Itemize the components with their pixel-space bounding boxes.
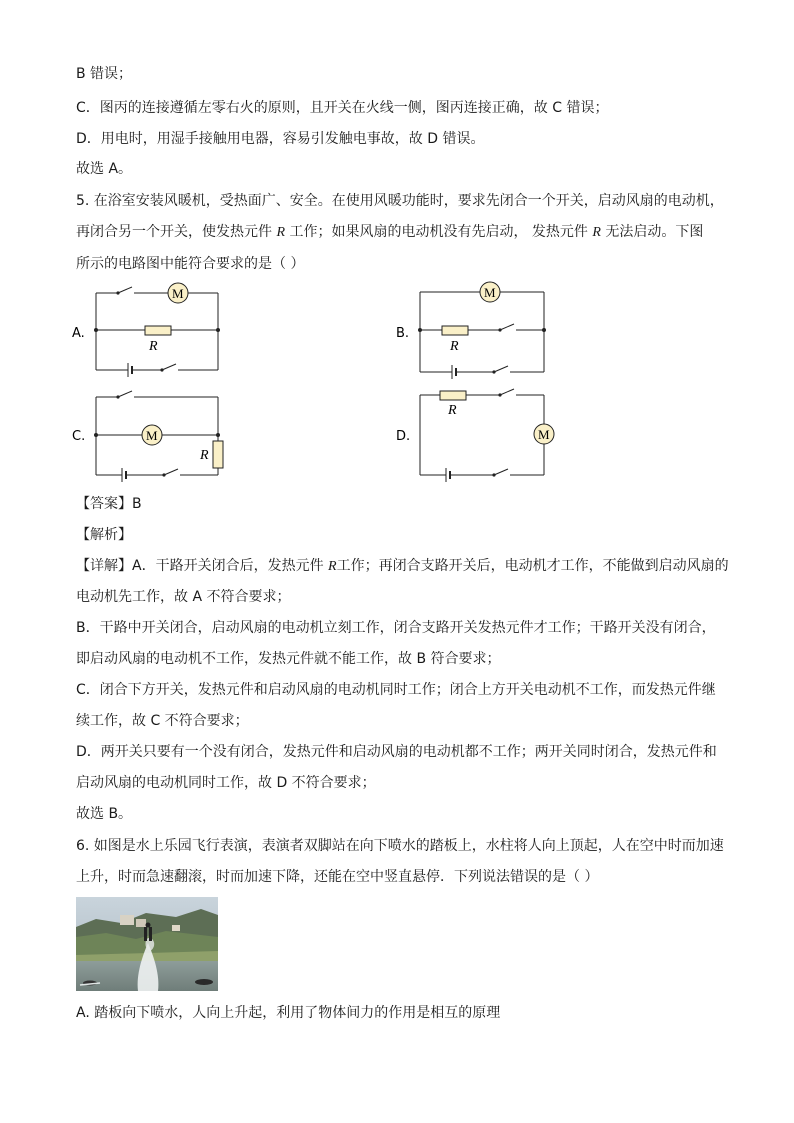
circuit-c — [70, 388, 230, 484]
answer-tag: 【答案】 — [76, 496, 132, 512]
detail-text: A．干路开关闭合后，发热元件 — [132, 558, 329, 574]
q5-detail-line2: 电动机先工作，故 A 不符合要求； — [76, 589, 291, 605]
answer-value: B — [132, 496, 142, 512]
resistor-icon — [440, 391, 466, 400]
motor-symbol: M — [484, 285, 496, 300]
q5-detail-line7: D．两开关只要有一个没有闭合，发热元件和启动风扇的电动机都不工作；两开关同时闭合，发热元件和 — [76, 744, 717, 760]
circuit-b — [394, 282, 554, 380]
q6-stem-line2: 上升，时而急速翻滚，时而加速下降，还能在空中竖直悬停．下列说法错误的是（ ） — [76, 869, 599, 885]
option-label-d: D. — [396, 429, 411, 444]
motor-symbol: M — [172, 286, 184, 301]
resistor-symbol: R — [448, 403, 457, 418]
q5-detail-line3: B．干路中开关闭合，启动风扇的电动机立刻工作，闭合支路开关发热元件才工作；干路开关没有闭合， — [76, 620, 716, 636]
option-label-b: B. — [396, 326, 410, 341]
circuit-a — [70, 284, 230, 379]
q5-stem-text: 工作；如果风扇的电动机没有先启动， 发热元件 — [285, 224, 593, 240]
q5-analysis-tag: 【解析】 — [76, 527, 132, 543]
q5-detail-line8: 启动风扇的电动机同时工作，故 D 不符合要求； — [76, 775, 376, 791]
resistor-icon — [145, 326, 171, 335]
q5-answer — [76, 494, 142, 514]
q5-stem-line1: 5. 在浴室安装风暖机，受热面广、安全。在使用风暖功能时，要求先闭合一个开关，启动风扇的电动机， — [76, 193, 724, 209]
q5-detail-line4: 即启动风扇的电动机不工作，发热元件就不能工作，故 B 符合要求； — [76, 651, 501, 667]
detail-text: 工作；再闭合支路开关后，电动机才工作，不能做到启动风扇的 — [336, 558, 729, 574]
resistor-symbol: R — [149, 339, 158, 354]
resistor-icon — [213, 441, 223, 468]
q5-stem-line2 — [76, 222, 703, 243]
circuit-d — [394, 384, 564, 484]
resistor-symbol: R — [200, 448, 209, 463]
motor-symbol: M — [146, 428, 158, 443]
q6-stem-line1: 6. 如图是水上乐园飞行表演，表演者双脚站在向下喷水的踏板上，水柱将人向上顶起，人在空中时而加速 — [76, 838, 724, 854]
option-label-a: A. — [72, 326, 85, 341]
q5-stem-text: 再闭合另一个开关，使发热元件 — [76, 224, 277, 240]
prev-answer-c: C．图丙的连接遵循左零右火的原则，且开关在火线一侧，图丙连接正确，故 C 错误； — [76, 100, 609, 116]
prev-answer-b: B 错误； — [76, 66, 133, 82]
resistor-symbol: R — [450, 339, 459, 354]
q5-detail-line6: 续工作，故 C 不符合要求； — [76, 713, 249, 729]
flyboard-photo — [76, 897, 218, 991]
q5-detail-line1 — [76, 556, 729, 577]
prev-conclusion: 故选 A。 — [76, 161, 133, 177]
detail-symbol-r: R — [328, 559, 337, 574]
prev-answer-d: D．用电时，用湿手接触用电器，容易引发触电事故，故 D 错误。 — [76, 131, 485, 147]
q5-stem-symbol-r: R — [592, 225, 601, 240]
resistor-icon — [442, 326, 468, 335]
q5-conclusion: 故选 B。 — [76, 806, 133, 822]
q6-option-a: A. 踏板向下喷水，人向上升起，利用了物体间力的作用是相互的原理 — [76, 1005, 501, 1021]
q5-stem-symbol-r: R — [276, 225, 286, 240]
q5-detail-line5: C．闭合下方开关，发热元件和启动风扇的电动机同时工作；闭合上方开关电动机不工作，而发热元件继 — [76, 682, 716, 698]
motor-symbol: M — [538, 427, 550, 442]
q5-stem-line3: 所示的电路图中能符合要求的是（ ） — [76, 256, 305, 272]
option-label-c: C. — [72, 429, 86, 444]
detail-tag: 【详解】 — [76, 558, 132, 574]
q5-stem-text: 无法启动。下图 — [600, 224, 704, 240]
